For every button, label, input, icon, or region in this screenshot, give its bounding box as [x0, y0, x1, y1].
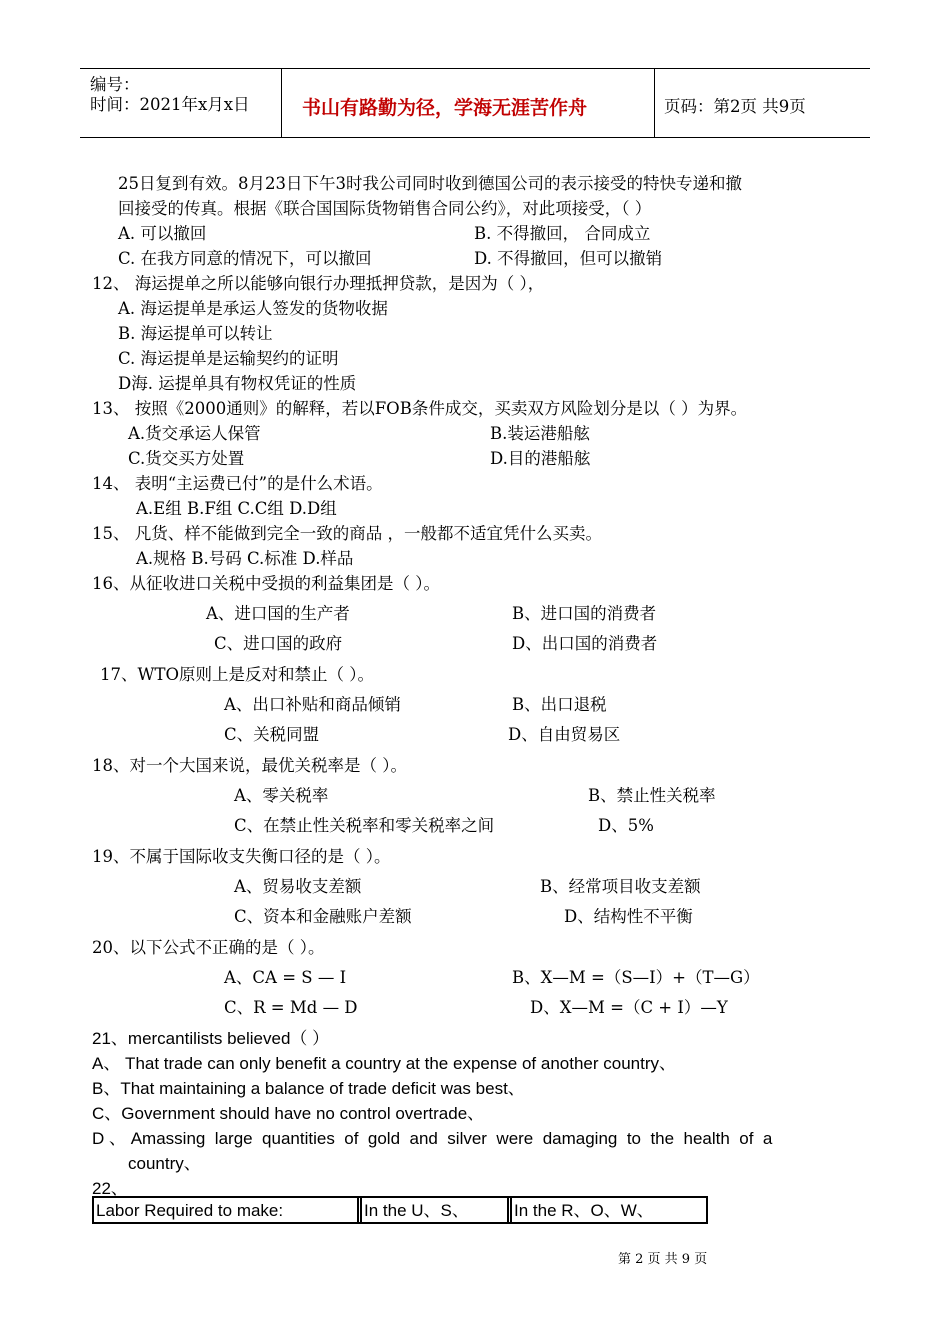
header-number-label: 编号：: [90, 75, 140, 94]
option-d: D. 不得撤回，但可以撤销: [474, 249, 663, 268]
option-a: A. 可以撤回: [118, 224, 207, 243]
option-c: C、资本和金融账户差额: [234, 907, 412, 926]
question-12: 12、 海运提单之所以能够向银行办理抵押贷款，是因为（ ），: [92, 274, 545, 293]
option-a: A、CA = S — I: [224, 968, 347, 987]
question-19: 19、不属于国际收支失衡口径的是（ ）。: [92, 847, 391, 866]
labor-table: [92, 1196, 708, 1224]
question-22: 22、: [92, 1179, 128, 1198]
header-motto: 书山有路勤为径，学海无涯苦作舟: [302, 97, 588, 119]
option-c: C. 海运提单是运输契约的证明: [118, 349, 339, 368]
option-a: A、零关税率: [234, 786, 329, 805]
option-b: B、That maintaining a balance of trade deficit was best、: [92, 1079, 525, 1098]
option-c: C、R = Md — D: [224, 998, 358, 1017]
page-header: [80, 68, 870, 138]
text-line: 25日复到有效。8月23日下午3时我公司同时收到德国公司的表示接受的特快专递和撤: [118, 174, 742, 193]
option-b: B、X—M =（S—I）+（T—G）: [512, 968, 760, 987]
option-c: C、关税同盟: [224, 725, 320, 744]
question-18: 18、对一个大国来说，最优关税率是（ ）。: [92, 756, 407, 775]
option-a: A、 That trade can only benefit a country at the expense of another country、: [92, 1054, 677, 1073]
table-divider: [507, 1198, 509, 1222]
option-c: C、进口国的政府: [214, 634, 343, 653]
option-d: D、5%: [598, 816, 654, 835]
question-20: 20、以下公式不正确的是（ ）。: [92, 938, 325, 957]
question-16: 16、从征收进口关税中受损的利益集团是（ ）。: [92, 574, 440, 593]
question-15: 15、 凡货、样不能做到完全一致的商品 ，一般都不适宜凭什么买卖。: [92, 524, 602, 543]
option-b: B. 不得撤回， 合同成立: [474, 224, 651, 243]
question-13: 13、 按照《2000通则》的解释，若以FOB条件成交，买卖双方风险划分是以（ ）为界。: [92, 399, 748, 418]
option-d: D、结构性不平衡: [564, 907, 693, 926]
header-page-label: 页码：第2页 共9页: [664, 97, 806, 116]
option-b: B. 海运提单可以转让: [118, 324, 273, 343]
question-17: 17、WTO原则上是反对和禁止（ ）。: [100, 665, 374, 684]
option-b: B、禁止性关税率: [588, 786, 716, 805]
text-line: 回接受的传真。根据《联合国国际货物销售合同公约》，对此项接受，（ ）: [118, 199, 652, 218]
question-14: 14、 表明“主运费已付”的是什么术语。: [92, 474, 383, 493]
option-c: C. 在我方同意的情况下，可以撤回: [118, 249, 372, 268]
option-b: B、进口国的消费者: [512, 604, 657, 623]
table-header-cell: In the R、O、W、: [514, 1201, 654, 1220]
option-a: A. 海运提单是承运人签发的货物收据: [118, 299, 388, 318]
table-header-cell: In the U、S、: [364, 1201, 469, 1220]
option-b: B、出口退税: [512, 695, 607, 714]
option-c: C、在禁止性关税率和零关税率之间: [234, 816, 495, 835]
option-a: A、出口补贴和商品倾销: [224, 695, 401, 714]
options-row: A.E组 B.F组 C.C组 D.D组: [136, 499, 337, 518]
option-c: C.货交买方处置: [128, 449, 245, 468]
question-21: 21、mercantilists believed（ ）: [92, 1029, 330, 1048]
option-a: A、贸易收支差额: [234, 877, 362, 896]
header-divider: [281, 69, 282, 137]
option-d: D 、 Amassing large quantities of gold and silver were damaging to the health of a: [92, 1129, 773, 1148]
option-a: A、进口国的生产者: [206, 604, 350, 623]
option-d: D海. 运提单具有物权凭证的性质: [118, 374, 357, 393]
option-b: B.装运港船舷: [490, 424, 590, 443]
page-footer: 第 2 页 共 9 页: [618, 1252, 708, 1267]
option-d: D.目的港船舷: [490, 449, 591, 468]
option-a: A.货交承运人保管: [128, 424, 261, 443]
option-b: B、经常项目收支差额: [540, 877, 701, 896]
header-divider: [654, 69, 655, 137]
option-d-continued: country、: [128, 1154, 201, 1173]
option-d: D、自由贸易区: [508, 725, 621, 744]
header-time-label: 时间：2021年x月x日: [90, 95, 250, 114]
table-divider: [357, 1198, 359, 1222]
options-row: A.规格 B.号码 C.标准 D.样品: [136, 549, 354, 568]
table-header-cell: Labor Required to make:: [96, 1201, 284, 1220]
option-d: D、X—M =（C + I）—Y: [530, 998, 728, 1017]
option-d: D、出口国的消费者: [512, 634, 658, 653]
option-c: C、Government should have no control overtrade、: [92, 1104, 485, 1123]
